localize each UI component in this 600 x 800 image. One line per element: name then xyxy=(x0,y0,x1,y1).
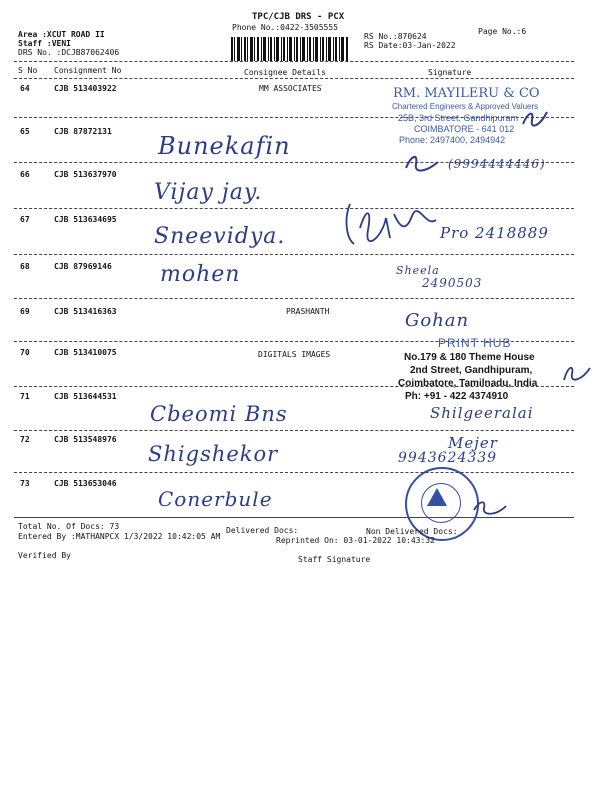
printhub-stamp-name: PRINT HUB xyxy=(438,336,512,350)
row-divider xyxy=(14,254,574,255)
barcode xyxy=(231,37,349,61)
row-divider xyxy=(14,208,574,209)
row-65-consignment: CJB 87872131 xyxy=(54,127,112,136)
row-67-signature-text: Pro 2418889 xyxy=(440,224,549,242)
row-68-handwritten-name: mohen xyxy=(160,262,241,287)
area-label: Area :XCUT ROAD II xyxy=(18,30,105,39)
row-64-sno: 64 xyxy=(20,84,30,93)
col-sno: S No xyxy=(18,66,38,75)
staff-signature: Staff Signature xyxy=(298,555,371,564)
mayileru-stamp-line2: 25B, 3rd Street, Gandhipuram xyxy=(398,113,519,123)
printhub-stamp-line4: Ph: +91 - 422 4374910 xyxy=(405,391,509,402)
mayileru-stamp-name: RM. MAYILERU & CO xyxy=(393,86,540,101)
printhub-stamp-line2: 2nd Street, Gandhipuram, xyxy=(410,365,533,376)
doc-title: TPC/CJB DRS - PCX xyxy=(252,12,345,22)
row-71-consignment: CJB 513644531 xyxy=(54,392,117,401)
row-73-signature-mark xyxy=(470,496,510,520)
row-64-consignment: CJB 513403922 xyxy=(54,84,117,93)
row-70-consignee: DIGITALS IMAGES xyxy=(258,350,331,359)
row-70-consignment: CJB 513410075 xyxy=(54,348,117,357)
row-70-sno: 70 xyxy=(20,348,30,357)
round-seal-emblem xyxy=(427,488,447,506)
row-67-signature-mark xyxy=(342,198,442,248)
row-64-consignee: MM ASSOCIATES xyxy=(259,84,322,93)
row-66-consignment: CJB 513637970 xyxy=(54,170,117,179)
printhub-stamp-line1: No.179 & 180 Theme House xyxy=(404,352,535,363)
row-69-signature: Gohan xyxy=(405,310,470,331)
row-71-signature: Shilgeeralai xyxy=(430,404,534,422)
row-65-sno: 65 xyxy=(20,127,30,136)
mayileru-stamp-line1: Chartered Engineers & Approved Valuers xyxy=(392,102,539,111)
header-bottom-rule xyxy=(14,78,574,79)
row-66-handwritten-name: Vijay jay. xyxy=(154,180,263,205)
row-67-handwritten-name: Sneevidya. xyxy=(154,224,286,249)
verified-by: Verified By xyxy=(18,551,71,560)
entered-by: Entered By :MATHANPCX 1/3/2022 10:42:05 AM xyxy=(18,532,221,541)
row-72-signature-number: 9943624339 xyxy=(398,450,498,466)
col-consignee: Consignee Details xyxy=(244,68,326,77)
row-72-signature-name: Mejer xyxy=(448,434,498,452)
row-64-signature-mark xyxy=(520,106,550,130)
row-divider xyxy=(14,430,574,431)
col-consignment: Consignment No xyxy=(54,66,122,75)
row-66-signature-mark xyxy=(402,150,442,176)
row-69-consignment: CJB 513416363 xyxy=(54,307,117,316)
row-72-sno: 72 xyxy=(20,435,30,444)
printhub-stamp-line3: Coimbatore, Tamilnadu, India xyxy=(398,378,538,389)
row-69-consignee: PRASHANTH xyxy=(286,307,330,316)
mayileru-stamp-line4: Phone: 2497400, 2494942 xyxy=(399,135,506,145)
rs-number: RS No.:870624 xyxy=(364,32,427,41)
row-66-sno: 66 xyxy=(20,170,30,179)
non-delivered-docs: Non Delivered Docs: xyxy=(366,527,458,536)
row-68-consignment: CJB 87969146 xyxy=(54,262,112,271)
drs-number: DRS No. :DCJB87062406 xyxy=(18,48,120,57)
row-66-signature-phone: (9994444446) xyxy=(448,157,546,171)
row-72-handwritten-name: Shigshekor xyxy=(148,442,279,466)
row-65-handwritten-name: Bunekafin xyxy=(158,132,291,160)
row-68-signature-name: Sheela xyxy=(396,264,440,277)
row-73-consignment: CJB 513653046 xyxy=(54,479,117,488)
row-72-consignment: CJB 513548976 xyxy=(54,435,117,444)
page-number: Page No.:6 xyxy=(478,27,527,36)
row-71-sno: 71 xyxy=(20,392,30,401)
row-73-sno: 73 xyxy=(20,479,30,488)
phone-number: Phone No.:0422-3505555 xyxy=(232,23,338,32)
row-68-sno: 68 xyxy=(20,262,30,271)
row-68-signature-number: 2490503 xyxy=(422,276,483,290)
total-docs: Total No. Of Docs: 73 xyxy=(18,522,120,531)
row-divider xyxy=(14,298,574,299)
reprinted-on: Reprinted On: 03-01-2022 10:43:32 xyxy=(276,536,435,545)
header-top-rule xyxy=(14,61,574,62)
row-67-sno: 67 xyxy=(20,215,30,224)
row-divider xyxy=(14,472,574,473)
delivered-docs: Delivered Docs: xyxy=(226,526,299,535)
row-67-consignment: CJB 513634695 xyxy=(54,215,117,224)
row-70-signature-mark xyxy=(560,360,594,384)
staff-label: Staff :VENI xyxy=(18,39,71,48)
col-signature: Signature xyxy=(428,68,472,77)
row-69-sno: 69 xyxy=(20,307,30,316)
row-73-handwritten-name: Conerbule xyxy=(158,487,273,511)
rs-date: RS Date:03-Jan-2022 xyxy=(364,41,456,50)
mayileru-stamp-line3: COIMBATORE - 641 012 xyxy=(414,124,515,134)
row-71-handwritten-name: Cbeomi Bns xyxy=(150,402,288,426)
